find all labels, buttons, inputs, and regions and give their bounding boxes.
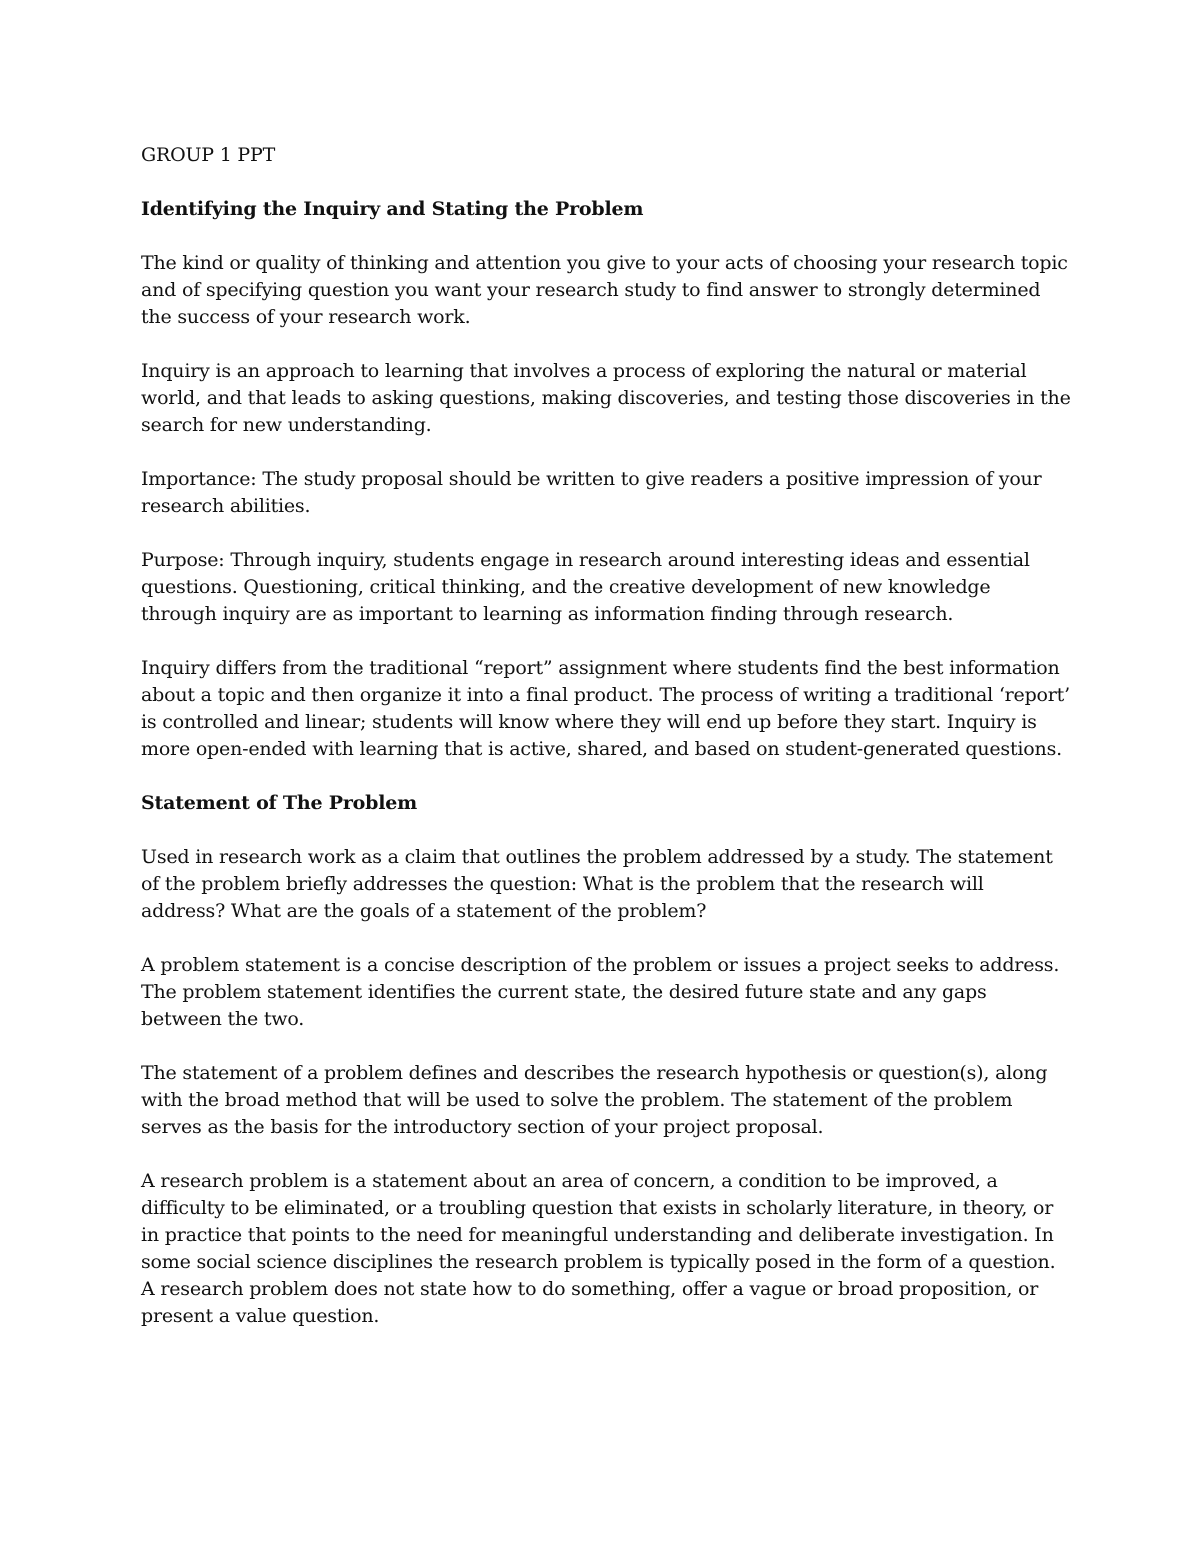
paragraph-importance: Importance: The study proposal should be written to give readers a positive impression of your research abilities. — [141, 468, 1042, 517]
paragraph-inquiry-vs-report: Inquiry differs from the traditional “report” assignment where students find the best information about a topic and then organize it into a final product. The process of writing a traditional ‘report’ is controlled and linear; students will know where they will end up before they start. Inquiry is more open-ended with learning that is active, shared, and based on student-generated questions. — [141, 657, 1070, 760]
document-title: GROUP 1 PPT — [141, 144, 276, 166]
paragraph-thinking-attention: The kind or quality of thinking and attention you give to your acts of choosing your research topic and of specifying question you want your research study to find answer to strongly determined the success of your research work. — [141, 252, 1068, 328]
paragraph-hypothesis-method: The statement of a problem defines and describes the research hypothesis or question(s), along with the broad method that will be used to solve the problem. The statement of the problem serves as the basis for the introductory section of your project proposal. — [141, 1062, 1048, 1138]
section-heading-statement-of-problem: Statement of The Problem — [141, 792, 418, 814]
section-heading-inquiry: Identifying the Inquiry and Stating the Problem — [141, 198, 644, 220]
paragraph-research-problem: A research problem is a statement about an area of concern, a condition to be improved, a difficulty to be eliminated, or a troubling question that exists in scholarly literature, in theory, or in practice that points to the need for meaningful understanding and deliberate investigation. In some social science disciplines the research problem is typically posed in the form of a question. A research problem does not state how to do something, offer a vague or broad proposition, or present a value question. — [141, 1170, 1056, 1327]
paragraph-purpose: Purpose: Through inquiry, students engage in research around interesting ideas and essential questions. Questioning, critical thinking, and the creative development of new knowledge through inquiry are as important to learning as information finding through research. — [141, 549, 1030, 625]
document-page — [141, 142, 1071, 1357]
paragraph-problem-statement-definition: A problem statement is a concise description of the problem or issues a project seeks to address. The problem statement identifies the current state, the desired future state and any gaps between the two. — [141, 954, 1060, 1030]
paragraph-inquiry-definition: Inquiry is an approach to learning that involves a process of exploring the natural or material world, and that leads to asking questions, making discoveries, and testing those discoveries in the search for new understanding. — [141, 360, 1071, 436]
paragraph-claim-outline: Used in research work as a claim that outlines the problem addressed by a study. The statement of the problem briefly addresses the question: What is the problem that the research will address? What are the goals of a statement of the problem? — [141, 846, 1053, 922]
